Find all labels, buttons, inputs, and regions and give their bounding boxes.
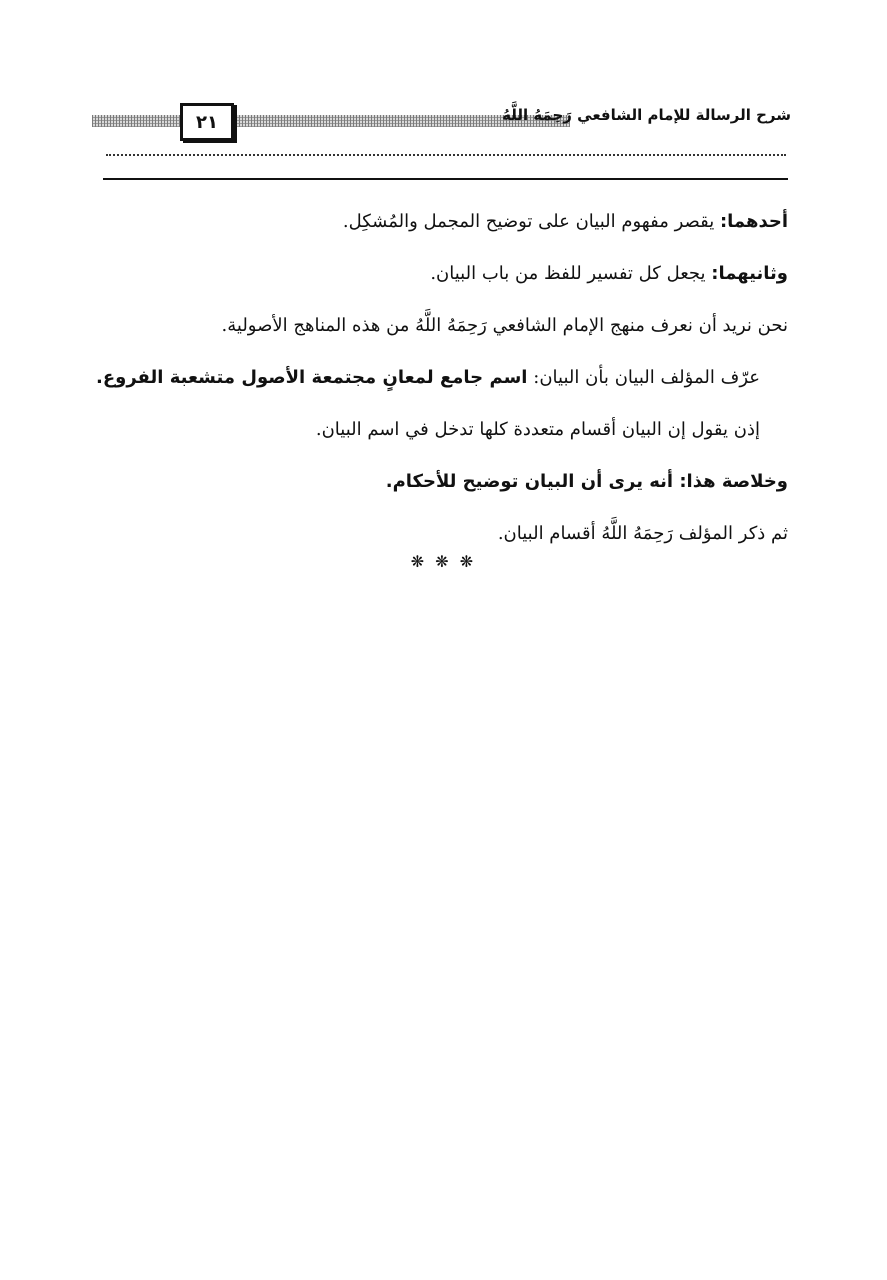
dotted-divider bbox=[106, 154, 786, 156]
book-title: شرح الرسالة للإمام الشافعي رَحِمَهُ اللَّهُ bbox=[502, 106, 791, 124]
header-rule bbox=[103, 178, 788, 180]
paragraph-second-view bbox=[96, 248, 788, 300]
paragraph-text: نحن نريد أن نعرف منهج الإمام الشافعي رَحِمَهُ اللَّهُ من هذه المناهج الأصولية. bbox=[221, 315, 788, 336]
term-label: وثانيهما: bbox=[711, 263, 788, 284]
definition-quote: اسم جامع لمعانٍ مجتمعة الأصول متشعبة الفروع. bbox=[96, 367, 528, 388]
paragraph-first-view bbox=[96, 196, 788, 248]
paragraph-definition bbox=[96, 352, 788, 456]
term-label: وخلاصة هذا: bbox=[679, 471, 788, 492]
page-body bbox=[96, 196, 788, 560]
page-number: ٢١ bbox=[180, 103, 234, 141]
section-separator: ❋ ❋ ❋ bbox=[410, 552, 477, 571]
term-label: أحدهما: bbox=[719, 211, 788, 232]
paragraph-text: إذن يقول إن البيان أقسام متعددة كلها تدخل في اسم البيان. bbox=[315, 419, 760, 440]
paragraph-shafii-method bbox=[96, 300, 788, 352]
paragraph-text: عرّف المؤلف البيان بأن البيان: bbox=[527, 367, 760, 388]
paragraph-text: يجعل كل تفسير للفظ من باب البيان. bbox=[430, 263, 712, 284]
paragraph-text: ثم ذكر المؤلف رَحِمَهُ اللَّهُ أقسام البيان. bbox=[497, 523, 788, 544]
summary-text: أنه يرى أن البيان توضيح للأحكام. bbox=[385, 471, 680, 492]
paragraph-summary bbox=[96, 456, 788, 508]
paragraph-text: يقصر مفهوم البيان على توضيح المجمل والمُشكِل. bbox=[342, 211, 720, 232]
header-ornament-bar bbox=[92, 115, 570, 127]
